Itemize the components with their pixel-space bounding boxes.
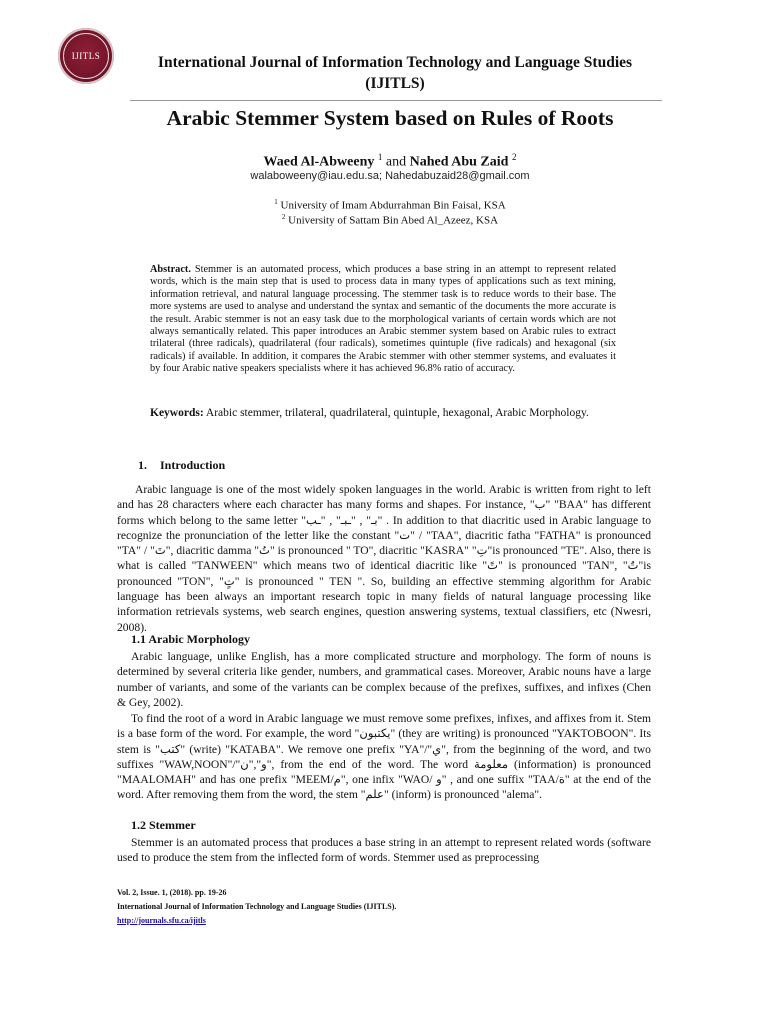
affiliation-2-text: University of Sattam Bin Abed Al_Azeez, KSA <box>288 214 499 227</box>
section-number: 1. <box>138 458 147 472</box>
affiliation-1 <box>0 198 768 212</box>
stemmer-paragraph: Stemmer is an automated process that produces a base string in an attempt to represent related words (software used to produce the stem from the inflected form of words. Stemmer used as preprocessing <box>117 836 651 865</box>
logo-seal-ring <box>63 33 109 79</box>
footer-journal: International Journal of Information Technology and Language Studies (IJITLS). <box>117 902 397 911</box>
keywords-text: Arabic stemmer, trilateral, quadrilateral, quintuple, hexagonal, Arabic Morphology. <box>203 407 589 419</box>
section-title: Introduction <box>160 458 226 472</box>
author-1: Waed Al-Abweeny <box>263 154 375 170</box>
author-line <box>0 152 768 171</box>
abstract-label: Abstract. <box>150 264 191 275</box>
header-divider <box>130 100 662 101</box>
author-emails: walaboweeny@iau.edu.sa; Nahedabuzaid28@gmail.com <box>250 170 530 182</box>
author-2-sup: 2 <box>511 152 517 162</box>
footer-volume: Vol. 2, Issue. 1, (2018). pp. 19-26 <box>117 888 227 897</box>
subsection-heading-morphology: 1.1 Arabic Morphology <box>131 632 250 646</box>
journal-abbrev: (IJITLS) <box>365 75 425 92</box>
morphology-paragraph-1: Arabic language, unlike English, has a more complicated structure and morphology. The form of nouns is determined by several criteria like gender, numbers, and grammatical cases. Moreover, Arabic nouns have a large number of variants, and some of the variants can be complex because of the prefixes, suffixes, and infixes (Chen & Gey, 2002). <box>117 650 651 709</box>
keywords <box>150 406 616 421</box>
journal-header <box>130 52 660 94</box>
author-2: Nahed Abu Zaid <box>409 154 509 170</box>
intro-paragraph: Arabic language is one of the most widely spoken languages in the world. Arabic is written from right to left and has 28 characters where each character has many forms and shapes. For instance, "ب" "BAA" has different forms which belong to the same letter "بـ" , "ـبـ" , "ـب" . In addition to that diacritic used in Arabic language to recognize the pronunciation of the letter like the constant "ت" / "TAA", diacritic fatha "FATHA" is pronounced "TA" / "تَ", diacritic damma "تُ" is pronounced " TO", diacritic "KASRA" "تِ"is pronounced "TE". Also, there is what is called "TANWEEN" which means two of identical diacritic like "تً" is pronounced "TAN", "تٌ"is pronounced "TON", "تٍ" is pronounced " TEN ". So, building an effective stemming algorithm for Arabic language has been always an important research topic in many fields of natural language processing like information retrievals systems, web search engines, question answering systems, textual classifiers, etc (Nwesri, 2008). <box>117 483 651 634</box>
keywords-label: Keywords: <box>150 407 204 419</box>
author-1-sup: 1 <box>377 152 383 162</box>
subsection-heading-stemmer: 1.2 Stemmer <box>131 818 196 832</box>
affiliation-1-sup: 1 <box>274 198 278 206</box>
author-and: and <box>385 154 407 170</box>
morphology-paragraph-2: To find the root of a word in Arabic language we must remove some prefixes, infixes, and affixes from it. Stem is a base form of the word. For example, the word "يكتبون" (they are writing) is pronounced "YAKTOBOON". Its stem is "كتب" (write) "KATABA". We remove one prefix "YA"/"ي", from the beginning of the word, and two suffixes "WAW,NOON"/"و","ن", from the end of the word. The word معلومة (information) is pronounced "MAALOMAH" and has one prefix "MEEM/م", one infix "WAO/ و" , and one suffix "TAA/ة" at the end of the word. After removing them from the word, the stem "علم" (inform) is pronounced "alema". <box>117 712 652 802</box>
section-heading-introduction <box>138 458 225 473</box>
affiliation-2 <box>0 213 768 227</box>
footer-link[interactable]: http://journals.sfu.ca/ijitls <box>117 916 206 925</box>
abstract-text: Stemmer is an automated process, which produces a base string in an attempt to represent related words, which is the main step that is used to process data in many types of applications such as text mining, information retrieval, and natural language processing. The stemmer task is to reduce words to their base. The more systems are used to analyse and understand the syntax and semantic of the documents the more accurate is the result. Arabic stemmer is not an easy task due to the morphological variants of certain words which are not always semantically related. This paper introduces an Arabic stemmer system based on Arabic rules to extract trilateral (three radicals), quadrilateral (four radicals), sometimes quintuple (five radicals) and hexagonal (six radicals) if available. In addition, it compares the Arabic stemmer with other stemmer systems, and evaluates it by four Arabic native speakers specialists where it has achieved 96.8% ratio of accuracy. <box>150 264 616 375</box>
journal-name: International Journal of Information Technology and Language Studies <box>157 54 633 71</box>
affiliation-1-text: University of Imam Abdurrahman Bin Faisal, KSA <box>280 199 506 212</box>
paper-title: Arabic Stemmer System based on Rules of Roots <box>166 106 614 130</box>
journal-logo <box>58 28 114 84</box>
logo-text: IJITLS <box>71 51 101 61</box>
affiliation-2-sup: 2 <box>281 213 286 221</box>
abstract <box>150 264 616 376</box>
